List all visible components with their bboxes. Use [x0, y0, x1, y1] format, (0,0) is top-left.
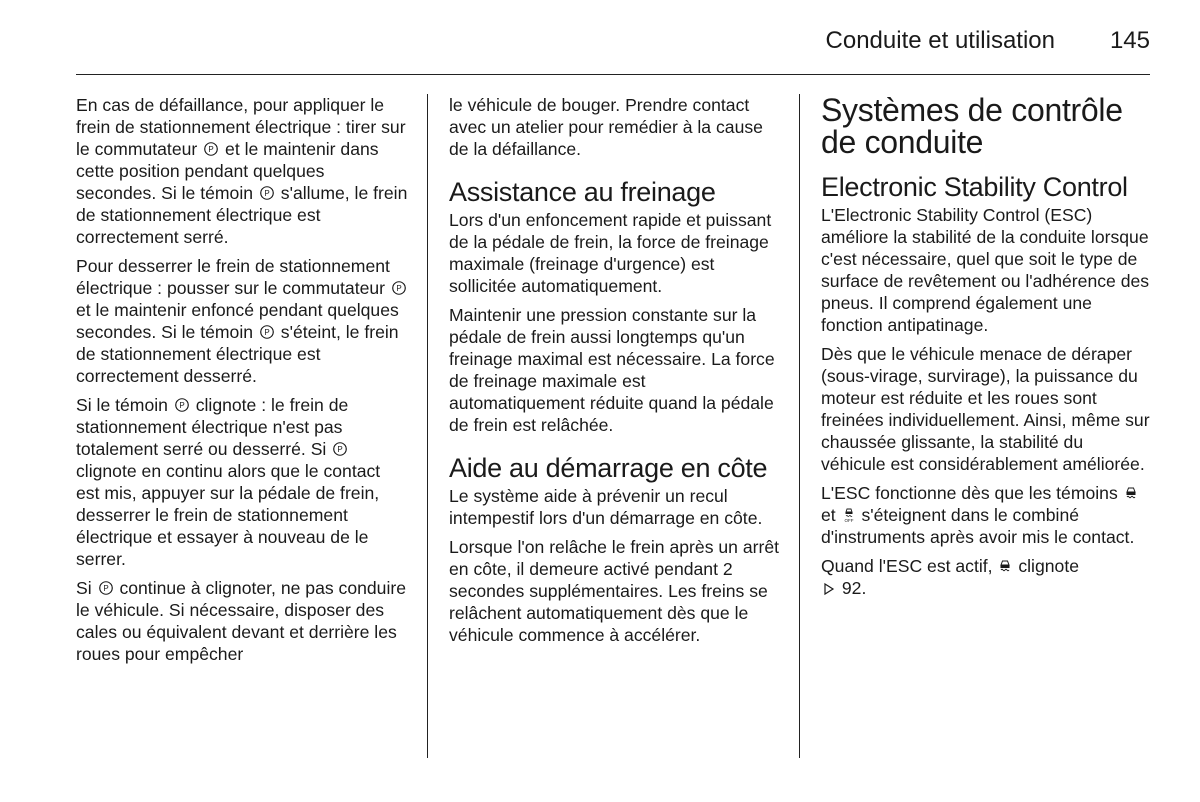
paragraph-contact-workshop: le véhicule de bouger. Prendre contact avec un atelier pour remédier à la cause de la défaillance.	[449, 95, 763, 159]
esc-skid-icon	[1124, 485, 1138, 501]
paragraph-blinking-warning: Si le témoin P clignote : le frein de stationnement électrique n'est pas totalement serré ou desserré. Si P clignote en continu alors que le contact est mis, appuyer sur la pédale de frein, desserrer le frein de stationnement électrique et essayer à nouveau de le serrer.	[76, 395, 381, 569]
paragraph-hill-start-1: Le système aide à prévenir un recul intempestif lors d'un démarrage en côte.	[449, 486, 763, 528]
parking-brake-icon	[203, 141, 219, 157]
paragraph-apply-brake: En cas de défaillance, pour appliquer le frein de stationnement électrique : tirer sur le commutateur P et le maintenir dans cette position pendant quelques secondes. Si le témoin P s'allume, le frein de stationnement électrique est correctement serré.	[76, 95, 408, 247]
column-3	[821, 94, 1152, 762]
running-header-title: Conduite et utilisation	[825, 27, 1055, 54]
svg-text:OFF: OFF	[844, 518, 854, 523]
parking-brake-icon	[98, 580, 114, 596]
paragraph-esc-skid: Dès que le véhicule menace de déraper (sous-virage, survirage), la puissance du moteur est réduite et les roues sont freinées individuellement. Ainsi, même sur chaussée glissante, la stabilité du véhicule est considérablement améliorée.	[821, 344, 1150, 474]
parking-brake-icon	[259, 185, 275, 201]
svg-text:P: P	[208, 145, 214, 154]
paragraph-brake-assist-1: Lors d'un enfoncement rapide et puissant de la pédale de frein, la force de freinage maximale (freinage d'urgence) est sollicitée automatiquement.	[449, 210, 772, 296]
column-1	[76, 94, 408, 762]
parking-brake-icon	[332, 441, 348, 457]
heading-driving-control-systems: Systèmes de contrôle de conduite	[821, 92, 1123, 160]
paragraph-hill-start-2: Lorsque l'on relâche le frein après un arrêt en côte, il demeure activé pendant 2 secondes supplémentaires. Les freins se relâchent automatiquement dès que le véhicule commence à accélérer.	[449, 537, 780, 645]
parking-brake-icon	[174, 397, 190, 413]
svg-text:P: P	[264, 189, 270, 198]
column-divider-1	[427, 94, 428, 758]
svg-text:P: P	[179, 401, 185, 410]
paragraph-esc-lamps: L'ESC fonctionne dès que les témoins et OFF s'éteignent dans le combiné d'instruments après avoir mis le contact.	[821, 482, 1152, 548]
heading-brake-assist: Assistance au freinage	[449, 177, 716, 207]
heading-hill-start-assist: Aide au démarrage en côte	[449, 453, 768, 483]
column-divider-2	[799, 94, 800, 758]
page-number: 145	[1109, 27, 1150, 54]
svg-text:P: P	[264, 328, 270, 337]
heading-esc: Electronic Stability Control	[821, 172, 1128, 202]
parking-brake-icon	[391, 280, 407, 296]
svg-text:P: P	[396, 284, 402, 293]
svg-text:P: P	[102, 584, 109, 593]
page-reference-arrow-icon	[822, 582, 836, 596]
esc-skid-icon	[998, 558, 1012, 574]
paragraph-release-brake: Pour desserrer le frein de stationnement électrique : pousser sur le commutateur P et le maintenir enfoncé pendant quelques secondes. Si le témoin P s'éteint, le frein de stationnement électrique est correctement desserré.	[76, 255, 408, 387]
column-2	[449, 94, 783, 762]
page-reference-link[interactable]: 92.	[841, 578, 867, 598]
esc-off-icon	[842, 507, 856, 523]
svg-text:P: P	[337, 445, 343, 454]
page-header	[76, 24, 1150, 58]
paragraph-do-not-drive: Si P continue à clignoter, ne pas conduire le véhicule. Si nécessaire, disposer des cales ou équivalent devant et derrière les roues pour empêcher	[76, 578, 407, 664]
parking-brake-icon	[259, 324, 275, 340]
header-rule	[76, 74, 1150, 75]
paragraph-brake-assist-2: Maintenir une pression constante sur la pédale de frein aussi longtemps qu'un freinage maximal est nécessaire. La force de freinage maximale est automatiquement réduite quand la pédale de frein est relâchée.	[449, 305, 775, 435]
paragraph-esc-intro: L'Electronic Stability Control (ESC) améliore la stabilité de la conduite lorsque c'est nécessaire, quel que soit le type de surface de revêtement ou l'adhérence des pneus. Il comprend également une fonction antipatinage.	[821, 205, 1150, 335]
paragraph-esc-active: Quand l'ESC est actif, clignote 92.	[821, 556, 1079, 598]
